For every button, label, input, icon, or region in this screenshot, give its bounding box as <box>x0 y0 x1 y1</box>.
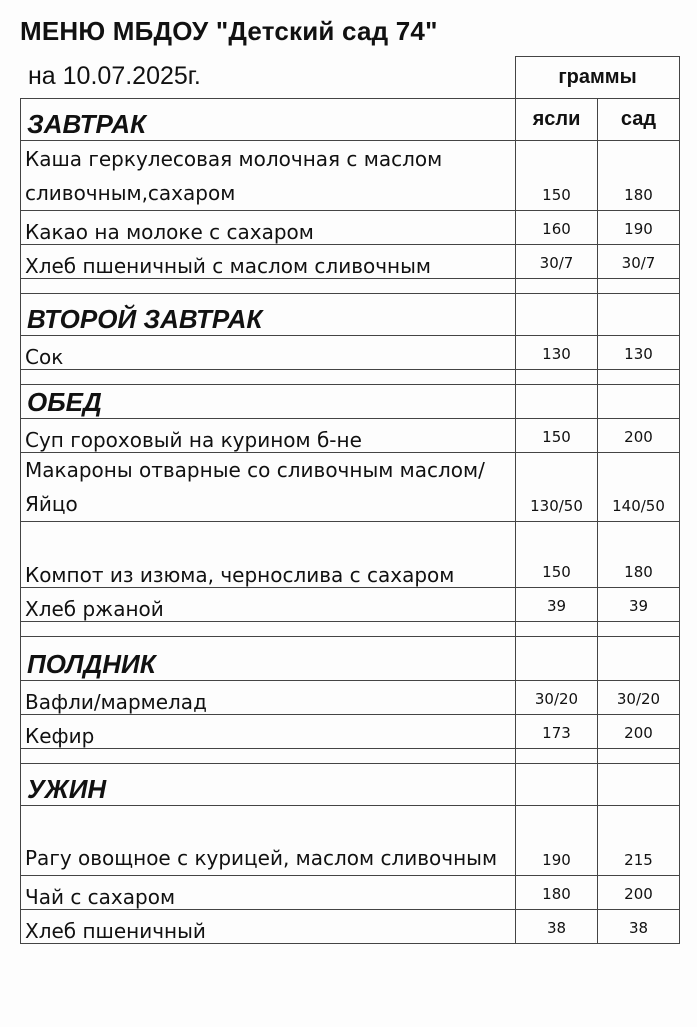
table-row <box>21 245 680 279</box>
table-row <box>21 522 680 588</box>
nursery-grams: 39 <box>516 588 598 622</box>
garden-grams: 215 <box>598 806 680 876</box>
garden-grams: 30/20 <box>598 681 680 715</box>
garden-grams: 39 <box>598 588 680 622</box>
table-row <box>21 419 680 453</box>
table-row <box>21 211 680 245</box>
nursery-grams: 180 <box>516 876 598 910</box>
garden-grams: 140/50 <box>598 453 680 522</box>
dish-name: Рагу овощное с курицей, маслом сливочным <box>21 806 516 876</box>
column-nursery-header: ясли <box>516 99 598 141</box>
dish-name: Хлеб ржаной <box>21 588 516 622</box>
dish-name: Вафли/мармелад <box>21 681 516 715</box>
menu-title: МЕНЮ МБДОУ "Детский сад 74" <box>20 16 438 46</box>
spacer-row <box>21 749 680 764</box>
nursery-grams: 160 <box>516 211 598 245</box>
section-snack-title: ПОЛДНИК <box>21 637 516 681</box>
spacer-row <box>21 370 680 385</box>
spacer-row <box>21 622 680 637</box>
dish-name: Сок <box>21 336 516 370</box>
garden-grams: 190 <box>598 211 680 245</box>
dish-name: Каша геркулесовая молочная с маслом сливочным,сахаром <box>21 141 516 211</box>
garden-grams: 30/7 <box>598 245 680 279</box>
nursery-grams: 130/50 <box>516 453 598 522</box>
garden-grams: 200 <box>598 419 680 453</box>
garden-grams: 130 <box>598 336 680 370</box>
nursery-grams: 173 <box>516 715 598 749</box>
nursery-grams: 190 <box>516 806 598 876</box>
dish-name: Кефир <box>21 715 516 749</box>
table-row <box>21 715 680 749</box>
section-second-breakfast-title: ВТОРОЙ ЗАВТРАК <box>21 294 516 336</box>
menu-table <box>20 56 680 944</box>
garden-grams: 200 <box>598 715 680 749</box>
table-row <box>21 588 680 622</box>
dish-name: Какао на молоке с сахаром <box>21 211 516 245</box>
nursery-grams: 150 <box>516 419 598 453</box>
section-breakfast-title: ЗАВТРАК <box>21 99 516 141</box>
table-row <box>21 336 680 370</box>
nursery-grams: 130 <box>516 336 598 370</box>
table-row <box>21 806 680 876</box>
garden-grams: 200 <box>598 876 680 910</box>
table-row <box>21 453 680 522</box>
dish-name: Суп гороховый на курином б-не <box>21 419 516 453</box>
dish-name: Чай с сахаром <box>21 876 516 910</box>
table-row <box>21 910 680 944</box>
dish-name: Макароны отварные со сливочным маслом/Яйцо <box>21 453 516 522</box>
nursery-grams: 30/20 <box>516 681 598 715</box>
grams-header: граммы <box>516 57 680 99</box>
dish-name: Хлеб пшеничный с маслом сливочным <box>21 245 516 279</box>
menu-date: на 10.07.2025г. <box>28 62 201 90</box>
nursery-grams: 150 <box>516 141 598 211</box>
garden-grams: 180 <box>598 141 680 211</box>
section-dinner-title: УЖИН <box>21 764 516 806</box>
nursery-grams: 38 <box>516 910 598 944</box>
table-row <box>21 681 680 715</box>
nursery-grams: 150 <box>516 522 598 588</box>
dish-name: Компот из изюма, чернослива с сахаром <box>21 522 516 588</box>
spacer-row <box>21 279 680 294</box>
garden-grams: 180 <box>598 522 680 588</box>
column-garden-header: сад <box>598 99 680 141</box>
nursery-grams: 30/7 <box>516 245 598 279</box>
dish-name: Хлеб пшеничный <box>21 910 516 944</box>
section-lunch-title: ОБЕД <box>21 385 516 419</box>
table-row <box>21 876 680 910</box>
garden-grams: 38 <box>598 910 680 944</box>
table-row <box>21 141 680 211</box>
